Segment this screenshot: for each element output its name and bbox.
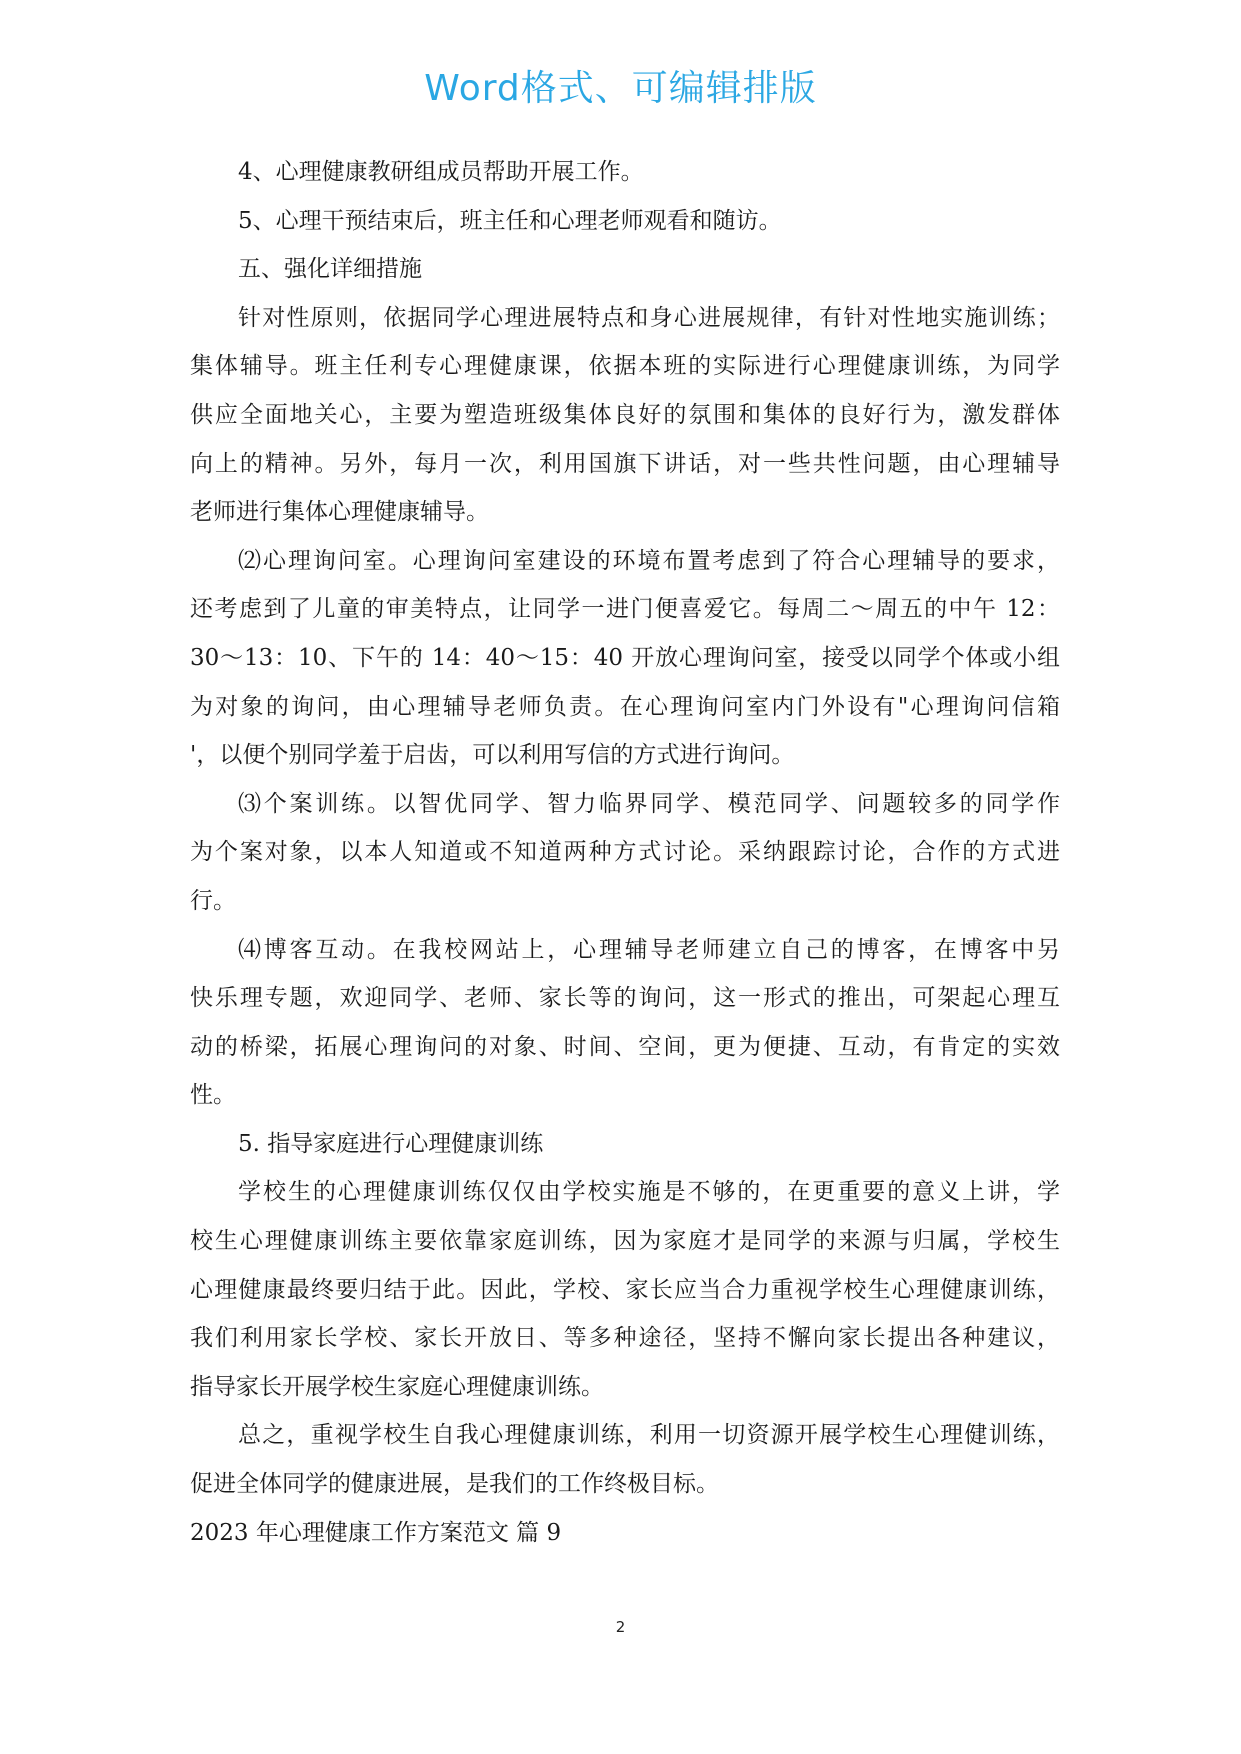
body-line: 快乐理专题，欢迎同学、老师、家长等的询问，这一形式的推出，可架起心理互 (190, 985, 1060, 1012)
body-line: '，以便个别同学羞于启齿，可以利用写信的方式进行询问。 (190, 742, 795, 769)
body-line: 校生心理健康训练主要依靠家庭训练，因为家庭才是同学的来源与归属，学校生 (190, 1228, 1060, 1255)
body-line: 4、心理健康教研组成员帮助开展工作。 (238, 159, 644, 185)
body-line: ⑵心理询问室。心理询问室建设的环境布置考虑到了符合心理辅导的要求， (238, 547, 1060, 574)
body-line: 还考虑到了儿童的审美特点，让同学一进门便喜爱它。每周二～周五的中午 12： (190, 596, 1060, 623)
body-line: 5、心理干预结束后，班主任和心理老师观看和随访。 (238, 207, 782, 234)
body-line: 心理健康最终要归结于此。因此，学校、家长应当合力重视学校生心理健康训练， (190, 1276, 1060, 1303)
body-line: 促进全体同学的健康进展，是我们的工作终极目标。 (190, 1471, 719, 1498)
body-line: 集体辅导。班主任利专心理健康课，依据本班的实际进行心理健康训练，为同学 (190, 353, 1060, 380)
page-number: 2 (615, 1618, 626, 1636)
document-header-title: Word格式、可编辑排版 (424, 68, 817, 109)
section-heading: 五、强化详细措施 (238, 256, 422, 283)
body-line: 总之，重视学校生自我心理健康训练，利用一切资源开展学校生心理健训练， (238, 1422, 1060, 1449)
body-line: ⑶个案训练。以智优同学、智力临界同学、模范同学、问题较多的同学作 (238, 790, 1060, 817)
body-line: 指导家长开展学校生家庭心理健康训练。 (190, 1373, 604, 1400)
body-line: 向上的精神。另外，每月一次，利用国旗下讲话，对一些共性问题，由心理辅导 (190, 450, 1060, 477)
section-heading: 5. 指导家庭进行心理健康训练 (238, 1130, 544, 1157)
body-line: ⑷博客互动。在我校网站上，心理辅导老师建立自己的博客，在博客中另 (238, 936, 1060, 963)
document-body (190, 148, 1060, 1557)
next-section-title: 2023 年心理健康工作方案范文 篇 9 (190, 1519, 562, 1546)
body-line: 性。 (190, 1082, 236, 1109)
body-line: 老师进行集体心理健康辅导。 (190, 499, 489, 526)
body-line: 为个案对象，以本人知道或不知道两种方式讨论。采纳跟踪讨论，合作的方式进 (190, 839, 1060, 866)
body-line: 针对性原则，依据同学心理进展特点和身心进展规律，有针对性地实施训练； (238, 304, 1060, 331)
body-line: 我们利用家长学校、家长开放日、等多种途径，坚持不懈向家长提出各种建议， (190, 1325, 1060, 1352)
body-line: 学校生的心理健康训练仅仅由学校实施是不够的，在更重要的意义上讲，学 (238, 1179, 1060, 1206)
body-line: 为对象的询问，由心理辅导老师负责。在心理询问室内门外设有"心理询问信箱 (190, 693, 1060, 720)
body-line: 30～13：10、下午的 14：40～15：40 开放心理询问室，接受以同学个体或小组 (190, 644, 1060, 671)
body-line: 供应全面地关心，主要为塑造班级集体良好的氛围和集体的良好行为，激发群体 (190, 401, 1060, 428)
body-line: 行。 (190, 887, 236, 914)
body-line: 动的桥梁，拓展心理询问的对象、时间、空间，更为便捷、互动，有肯定的实效 (190, 1033, 1060, 1060)
